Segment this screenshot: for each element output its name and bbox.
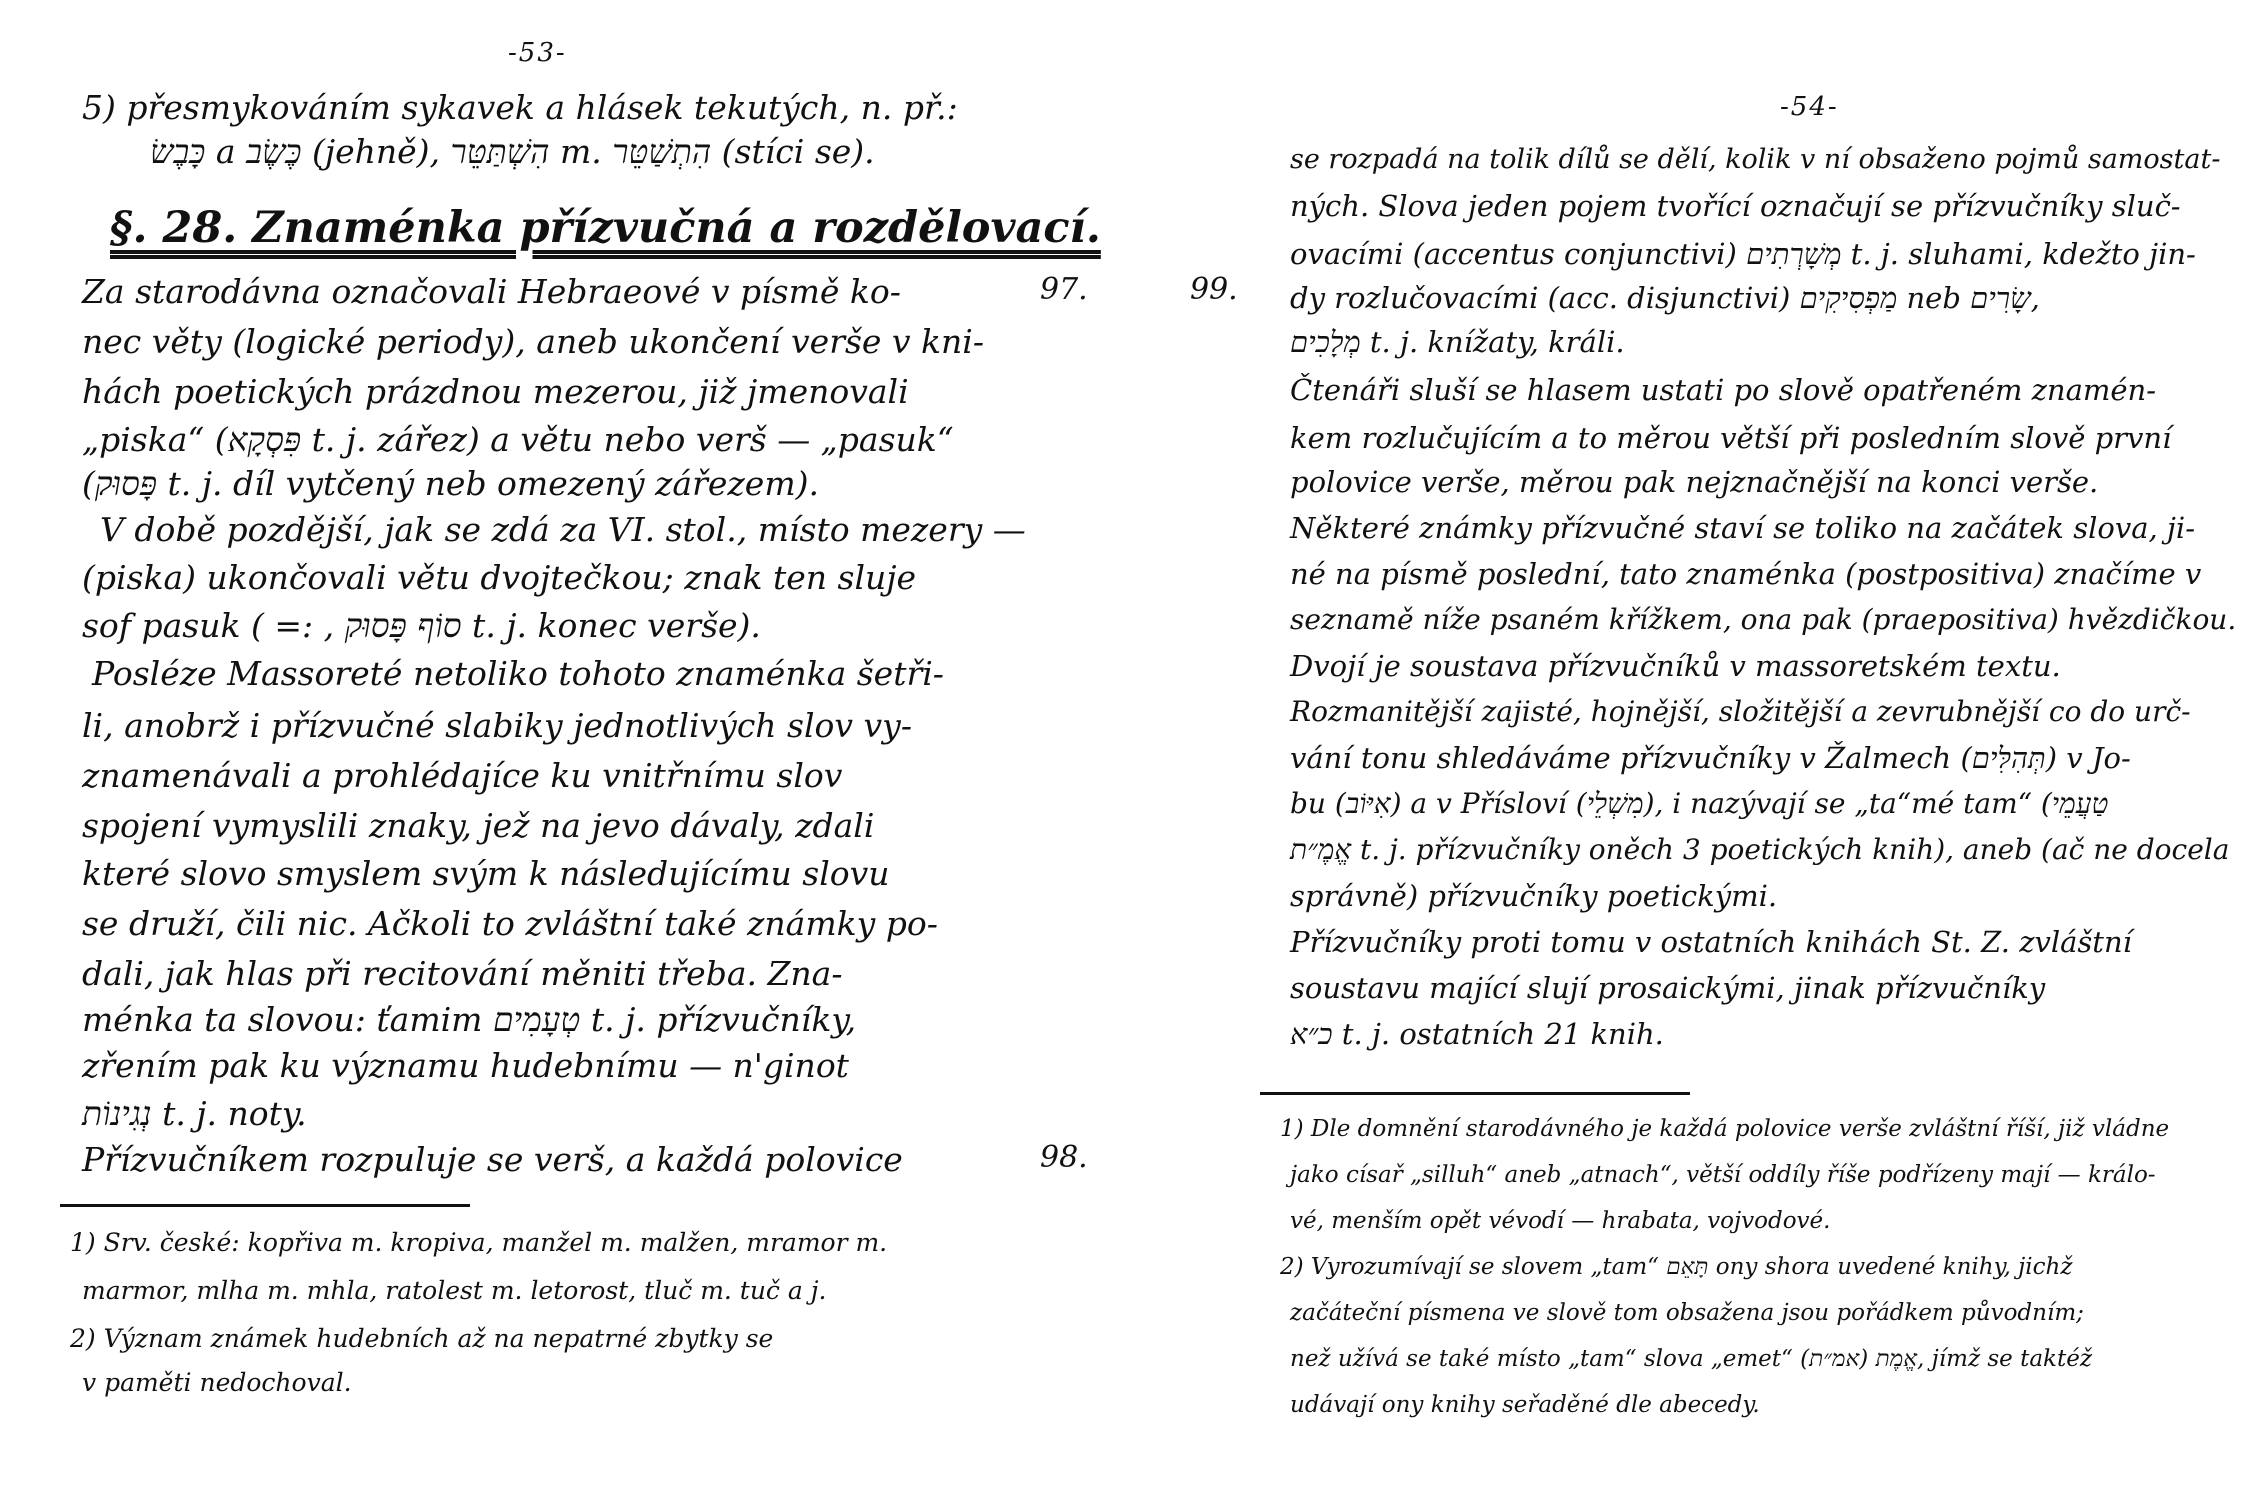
text-line: vání tonu shledáváme přízvučníky v Žalmech (תְּהִלִּים) v Jo- [1290,741,2131,775]
text-line: správně) přízvučníky poetickými. [1290,879,1778,913]
text-line: seznamě níže psaném křížkem, ona pak (praepositiva) hvězdičkou. [1290,603,2237,636]
text-line: Některé známky přízvučné staví se toliko na začátek slova, ji- [1290,511,2195,545]
text-line: nec věty (logické periody), aneb ukončení verše v kni- [82,322,985,361]
text-line: dali, jak hlas při recitování měniti třeba. Zna- [82,954,843,993]
text-line: se druží, čili nic. Ačkoli to zvláštní také známky po- [82,904,938,943]
text-line: כָּבֶשׂ a כֶּשֶׂב (jehně), הִשְׁתַּטֵּר m. הִתְשַׁטֵּר (stíci se). [150,132,875,171]
footnote-line: než užívá se také místo „tam“ slova „emet“ אֱמֶת (אמ״ת), jímž se taktéž [1290,1346,2092,1372]
text-line: „piska“ (פִּסְקָא t. j. zářez) a větu nebo verš — „pasuk“ [82,420,954,459]
text-line: né na písmě poslední, tato znaménka (postpositiva) značíme v [1290,557,2202,591]
text-line: Přízvučníky proti tomu v ostatních knihách St. Z. zvláštní [1290,925,2132,959]
text-line: polovice verše, měrou pak nejznačnější na konci verše. [1290,465,2099,499]
footnote-line: marmor, mlha m. mhla, ratolest m. letorost, tluč m. tuč a j. [82,1276,827,1305]
footnote-line: udávají ony knihy seřaděné dle abecedy. [1290,1392,1760,1418]
page-number: -53- [508,38,567,68]
footnote-line: začáteční písmena ve slově tom obsažena jsou pořádkem původním; [1290,1300,2084,1326]
text-line: Čtenáři sluší se hlasem ustati po slově opatřeném znamén- [1290,373,2157,407]
text-line: dy rozlučovacími (acc. disjunctivi) מַפְסִיקִים neb שָׂרִים, [1290,281,2040,315]
text-line: ménka ta slovou: ťamim טְעָמִים t. j. přízvučníky, [82,1000,857,1039]
text-line: kem rozlučujícím a to měrou větší při posledním slově první [1290,421,2172,455]
text-line: se rozpadá na tolik dílů se dělí, kolik v ní obsaženo pojmů samostat- [1290,144,2221,175]
text-line: Dvojí je soustava přízvučníků v massoretském textu. [1290,649,2061,683]
margin-note: 98. [1040,1140,1088,1175]
text-line: מְלָכִים t. j. knížaty, králi. [1290,325,1625,359]
footnote-line: 2) Význam známek hudebních až na nepatrné zbytky se [70,1324,774,1353]
page-number: -54- [1780,92,1839,122]
footnote-rule [1260,1092,1690,1095]
text-line: sof pasuk ( =: , סוֹף פָּסוּק t. j. konec verše). [82,606,761,645]
text-line: bu (אִיּוֹב) a v Přísloví (מִשְׁלֵי), i nazývají se „ta“mé tam“ (טַעֲמֵי [1290,787,2109,820]
text-line: ných. Slova jeden pojem tvořící označují se přízvučníky sluč- [1290,189,2181,223]
text-line: Přízvučníkem rozpuluje se verš, a každá polovice [82,1140,903,1179]
section-heading: §. 28. Znaménka přízvučná a rozdělovací. [110,203,1101,253]
text-line: soustavu mající slují prosaickými, jinak přízvučníky [1290,971,2046,1005]
footnote-line: 1) Srv. české: kopřiva m. kropiva, manžel m. malžen, mramor m. [70,1228,888,1257]
text-line: hách poetických prázdnou mezerou, již jmenovali [82,372,909,411]
footnote-line: 1) Dle domnění starodávného je každá polovice verše zvláštní říší, již vládne [1280,1116,2170,1142]
margin-note: 99. [1190,272,1238,307]
footnote-line: jako císař „silluh“ aneb „atnach“, větší oddíly říše podřízeny mají — králo- [1290,1162,2156,1188]
text-line: 5) přesmykováním sykavek a hlásek tekutých, n. př.: [82,88,958,127]
right-page [1130,0,2260,1500]
text-line: (פָּסוּק t. j. díl vytčený neb omezený zářezem). [82,464,819,503]
footnote-line: 2) Vyrozumívají se slovem „tam“ תָּאֵם ony shora uvedené knihy, jichž [1280,1254,2073,1280]
text-line: (piska) ukončovali větu dvojtečkou; znak ten sluje [82,558,917,597]
text-line: נְגִינוֹת t. j. noty. [82,1094,307,1133]
text-line: spojení vymyslili znaky, jež na jevo dávaly, zdali [82,806,875,845]
text-line: אֱמֶ״ת t. j. přízvučníky oněch 3 poetických knih), aneb (ač ne docela [1290,833,2230,866]
footnote-line: vé, menším opět vévodí — hrabata, vojvodové. [1290,1208,1831,1234]
text-line: znamenávali a prohlédajíce ku vnitřnímu slov [82,756,843,795]
footnote-line: v paměti nedochoval. [82,1368,352,1397]
text-line: Rozmanitější zajisté, hojnější, složitější a zevrubnější co do urč- [1290,695,2191,728]
text-line: které slovo smyslem svým k následujícímu slovu [82,854,890,893]
text-line: li, anobrž i přízvučné slabiky jednotlivých slov vy- [82,706,912,745]
text-line: כ״א t. j. ostatních 21 knih. [1290,1017,1664,1051]
text-line: V době pozdější, jak se zdá za VI. stol., místo mezery — [100,510,1026,549]
text-line: Za starodávna označovali Hebraeové v písmě ko- [82,272,901,311]
margin-note: 97. [1040,272,1088,307]
footnote-rule [60,1204,470,1207]
text-line: Posléze Massoreté netoliko tohoto znaménka šetři- [92,654,944,693]
text-line: ovacími (accentus conjunctivi) מְשָׁרְתִים t. j. sluhami, kdežto jin- [1290,237,2196,271]
text-line: zřením pak ku významu hudebnímu — n'ginot [82,1046,849,1085]
